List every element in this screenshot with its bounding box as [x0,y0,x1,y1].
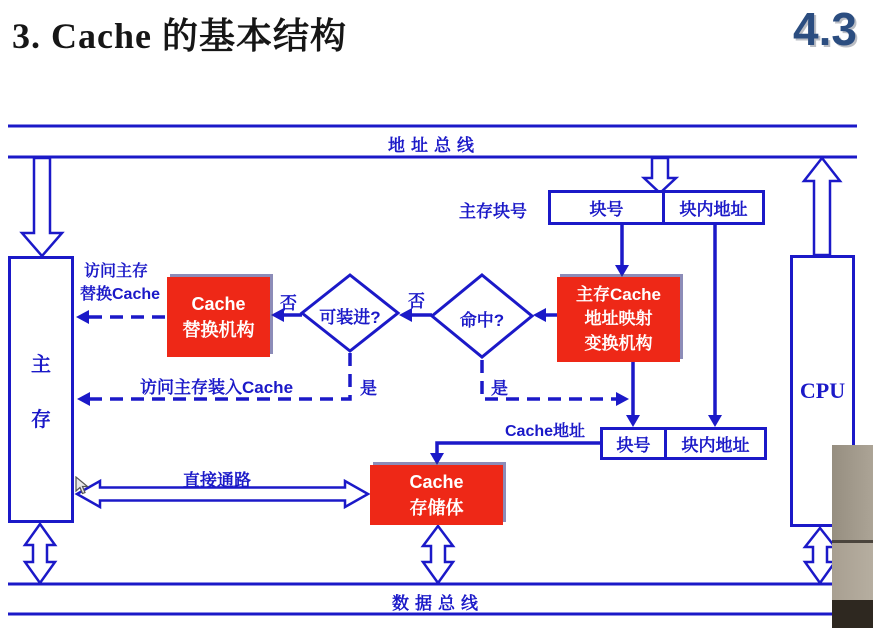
video-overlay-mid [832,543,873,600]
mainmem-blockno-label: 块号 [589,200,624,219]
arrowhead-replace-into-mainmem [76,310,89,324]
cacheaddr-to-cachemem-line [437,443,600,456]
video-overlay-corner [832,445,873,628]
cpu-label: CPU [799,378,846,403]
cachemem-databus-double-arrow [423,526,453,583]
cpu-databus-double-arrow [805,528,835,583]
data-bus-label: 数据总线 [392,594,484,613]
cache-blockaddr-box [664,427,767,460]
arrowhead-load-into-mainmem [77,392,90,406]
mouse-cursor [75,476,90,496]
arrowhead-into-mapping [615,265,629,277]
yes-hit-label: 是 [491,379,508,398]
mainmem-databus-double-arrow [25,524,55,583]
mainmem-blockaddr-box [662,190,765,225]
cache-memory-line1: Cache [409,471,464,492]
mapping-unit-line3: 变换机构 [584,333,653,353]
mainmem-blockaddr-label: 块内地址 [679,200,748,219]
arrowhead-into-hit [533,308,546,322]
arrowhead-into-blockno2 [626,415,640,427]
mainmem-blockno-box [548,190,665,225]
bus-to-blockno-arrow [644,158,676,193]
arrowhead-hityes-into-line [616,392,629,406]
direct-path-label: 直接通路 [183,471,251,490]
hit-decision-label: 命中? [459,311,505,330]
address-mapping-unit-box [557,277,680,362]
access-replace-label-2: 替换Cache [80,286,161,303]
replace-unit-line1: Cache [191,293,246,314]
cache-replace-unit-box [167,277,270,357]
no-hit-label: 否 [408,292,425,311]
cache-blockaddr-label: 块内地址 [681,436,750,455]
fit-decision-label: 可装进? [319,308,381,327]
no-fit-label: 否 [280,294,297,313]
page-title: 3. Cache 的基本结构 [12,16,347,56]
arrowhead-into-blockaddr2 [708,415,722,427]
access-replace-label-1: 访问主存 [84,263,149,280]
main-memory-box [8,256,74,523]
replace-unit-line2: 替换机构 [182,320,255,340]
cache-address-label: Cache地址 [505,423,586,440]
cache-blockno-box [600,427,667,460]
address-bus-label: 地址总线 [388,136,480,155]
access-load-label: 访问主存装入Cache [140,378,294,397]
video-overlay-dark [832,600,873,628]
cache-blockno-label: 块号 [616,436,651,455]
mainmem-address-label: 主存块号 [459,202,527,221]
section-number: 4.3 [793,3,857,55]
yes-fit-label: 是 [360,379,377,398]
cache-memory-line2: 存储体 [409,498,464,518]
video-overlay-upper [832,445,873,540]
cpu-to-bus-arrow [804,158,840,255]
mapping-unit-line1: 主存Cache [575,284,662,304]
cache-memory-box [370,465,503,525]
arrowhead-into-cachemem [430,453,444,465]
main-memory-label-2: 存 [31,408,51,431]
mapping-unit-line2: 地址映射 [584,309,653,329]
main-memory-label-1: 主 [31,353,51,376]
bus-to-mainmem-arrow [22,158,62,256]
